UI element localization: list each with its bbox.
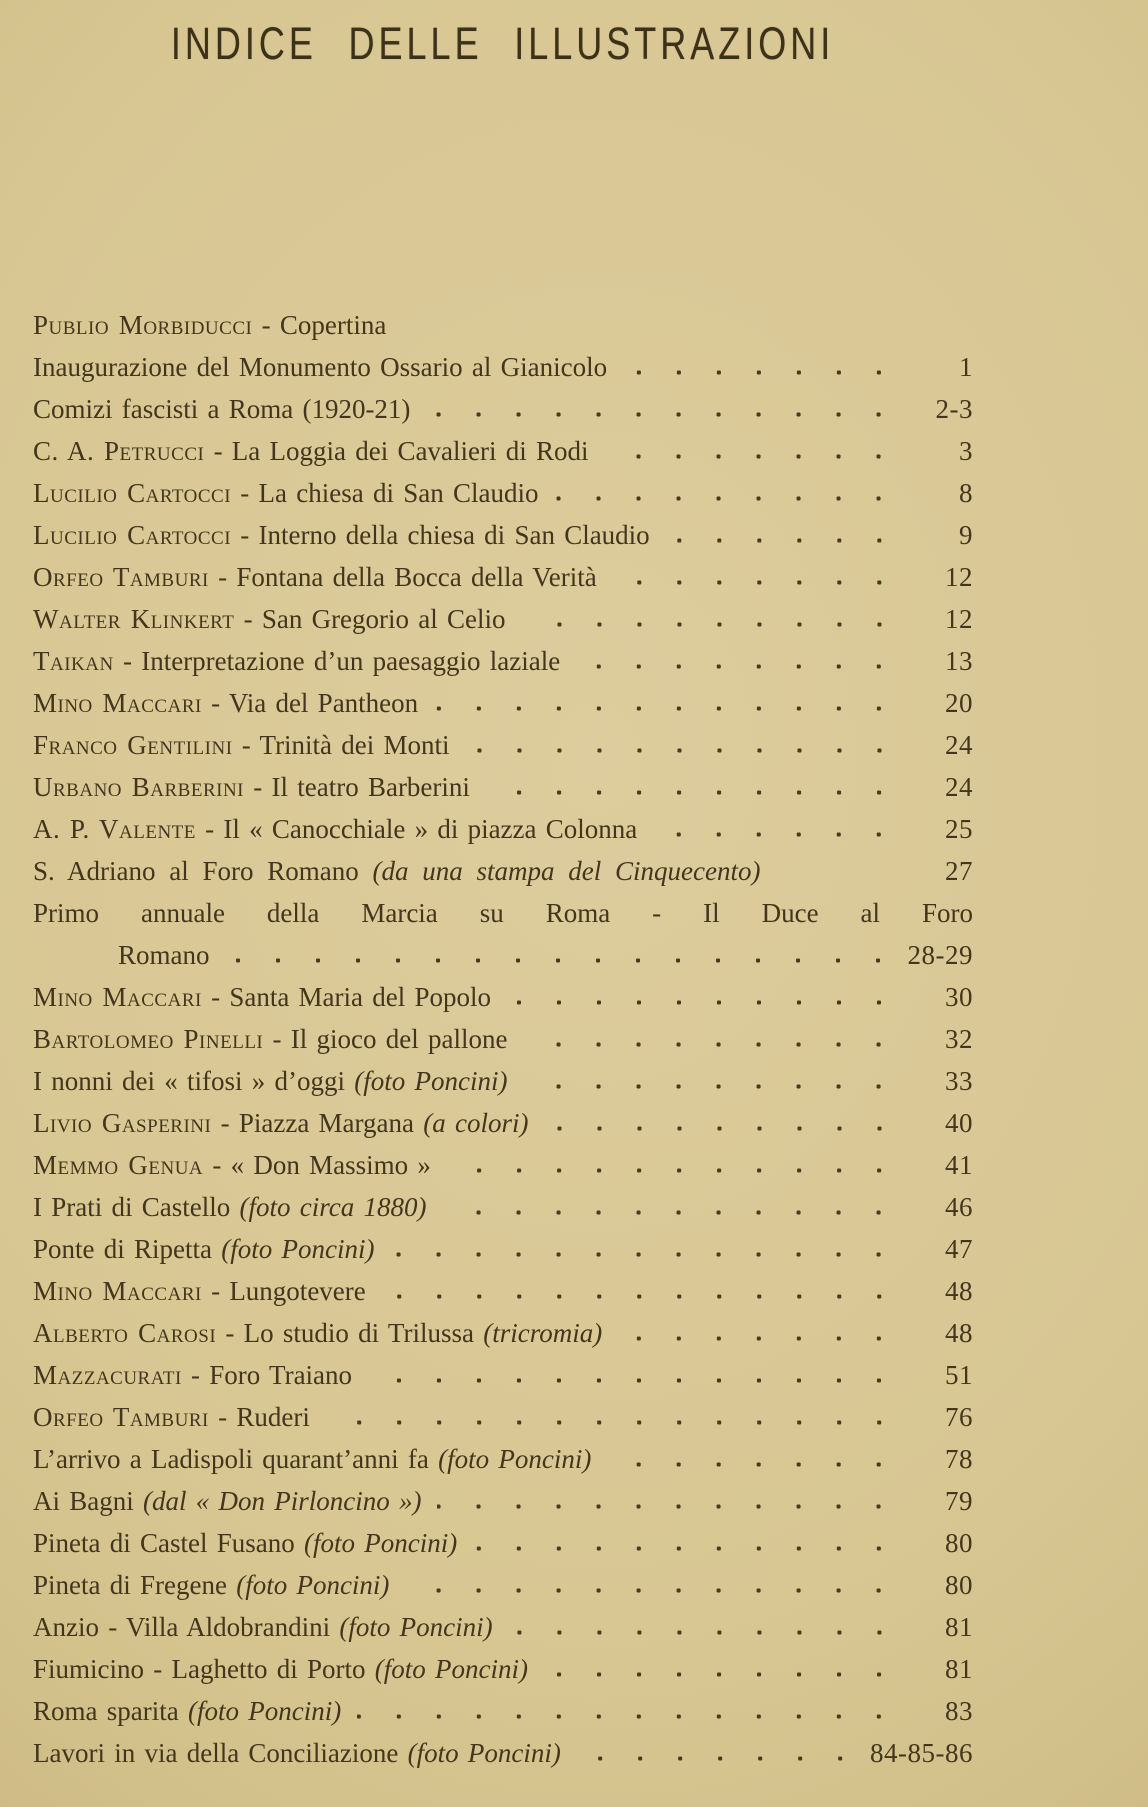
index-entry — [33, 1732, 973, 1774]
entry-text — [33, 1102, 529, 1144]
entry-segment-plain: L’arrivo a Ladispoli quarant’anni fa — [33, 1444, 439, 1474]
entry-segment-plain: Comizi fascisti a Roma (1920-21) — [33, 394, 411, 424]
entry-segment-plain: Pineta di Castel Fusano — [33, 1528, 304, 1558]
entry-segment-plain: - Santa Maria del Popolo — [201, 982, 492, 1012]
index-entry — [33, 1522, 973, 1564]
index-entry — [33, 682, 973, 724]
dot-leader — [576, 663, 899, 670]
entry-text — [33, 514, 650, 556]
index-entry — [33, 766, 973, 808]
index-entry — [33, 1564, 973, 1606]
index-entry — [33, 1438, 973, 1480]
dot-leader — [437, 1503, 899, 1510]
page-number: 9 — [959, 520, 973, 550]
index-entry — [33, 430, 973, 472]
entry-segment-plain: Roma sparita — [33, 1696, 188, 1726]
entry-segment-plain: - San Gregorio al Celio — [234, 604, 506, 634]
index-entry — [33, 640, 973, 682]
entry-text — [33, 388, 410, 430]
dot-leader — [653, 831, 899, 838]
page-number: 8 — [959, 478, 973, 508]
dot-leader — [447, 1167, 899, 1174]
dot-leader — [326, 1419, 899, 1426]
entry-segment-italic: (a colori) — [423, 1108, 529, 1138]
entry-text — [118, 934, 210, 976]
index-entry — [33, 472, 973, 514]
index-entry — [33, 304, 973, 346]
entry-text — [33, 724, 450, 766]
page-number: 25 — [945, 814, 973, 844]
entry-segment-italic: (tricromia) — [483, 1318, 603, 1348]
page-number: 81 — [945, 1654, 973, 1684]
dot-leader — [523, 1041, 899, 1048]
entry-segment-smallcaps: Orfeo Tamburi — [33, 562, 209, 592]
index-entry — [33, 934, 973, 976]
entry-segment-plain: - Foro Traiano — [181, 1360, 353, 1390]
entry-text — [33, 1018, 507, 1060]
entry-text — [33, 1144, 431, 1186]
page-number: 46 — [945, 1192, 973, 1222]
entry-segment-plain: Fiumicino - Laghetto di Porto — [33, 1654, 375, 1684]
page-number: 40 — [945, 1108, 973, 1138]
index-entry — [33, 1144, 973, 1186]
dot-leader — [523, 1083, 899, 1090]
index-entry — [33, 388, 973, 430]
dot-leader — [618, 1335, 899, 1342]
index-entry — [33, 346, 973, 388]
page-number: 20 — [945, 688, 973, 718]
page-number: 12 — [945, 562, 973, 592]
entry-segment-plain: - « Don Massimo » — [203, 1150, 431, 1180]
page-number: 81 — [945, 1612, 973, 1642]
entry-segment-plain: - Lungotevere — [201, 1276, 366, 1306]
entry-text — [33, 430, 588, 472]
page-number: 83 — [945, 1696, 973, 1726]
entry-text — [33, 892, 973, 934]
dot-leader — [426, 411, 899, 418]
dot-leader — [509, 1629, 899, 1636]
entry-segment-plain: Pineta di Fregene — [33, 1570, 237, 1600]
entry-text — [33, 1396, 310, 1438]
entry-text — [33, 766, 470, 808]
entry-segment-smallcaps: Alberto Carosi — [33, 1318, 217, 1348]
dot-leader — [466, 747, 899, 754]
dot-leader — [507, 999, 899, 1006]
entry-segment-smallcaps: Mino Maccari — [33, 982, 202, 1012]
entry-segment-plain: - Il teatro Barberini — [244, 772, 470, 802]
index-entry — [33, 556, 973, 598]
dot-leader — [613, 579, 899, 586]
entry-segment-italic: (foto Poncini) — [438, 1444, 592, 1474]
entry-text — [33, 1186, 426, 1228]
entry-text — [33, 1606, 493, 1648]
index-entry — [33, 1396, 973, 1438]
entry-segment-plain: Inaugurazione del Monumento Ossario al Gianicolo — [33, 352, 608, 382]
page-number: 41 — [945, 1150, 973, 1180]
dot-leader — [382, 1293, 899, 1300]
entry-text — [33, 976, 491, 1018]
page-number: 48 — [945, 1276, 973, 1306]
dot-leader — [554, 495, 899, 502]
index-entry — [33, 1186, 973, 1228]
entry-segment-smallcaps: Walter Klinkert — [33, 604, 235, 634]
page-number: 12 — [945, 604, 973, 634]
title-row — [33, 0, 973, 70]
entry-segment-smallcaps: Urbano Barberini — [33, 772, 244, 802]
page-number: 33 — [945, 1066, 973, 1096]
page-number: 47 — [945, 1234, 973, 1264]
index-entry — [33, 598, 973, 640]
page-number: 24 — [945, 772, 973, 802]
page-number: 76 — [945, 1402, 973, 1432]
dot-leader — [607, 1461, 899, 1468]
index-entry — [33, 514, 973, 556]
entry-segment-plain: - Interno della chiesa di San Claudio — [231, 520, 650, 550]
entry-text — [33, 304, 386, 346]
entry-text — [33, 346, 607, 388]
dot-leader — [442, 1209, 899, 1216]
entry-segment-plain: Ponte di Ripetta — [33, 1234, 222, 1264]
page-number: 30 — [945, 982, 973, 1012]
entry-segment-plain: Lavori in via della Conciliazione — [33, 1738, 408, 1768]
entry-segment-smallcaps: C. A. Petrucci — [33, 436, 205, 466]
index-entry — [33, 1690, 973, 1732]
entry-segment-smallcaps: A. P. Valente — [33, 814, 196, 844]
page-number: 48 — [945, 1318, 973, 1348]
entry-segment-smallcaps: Mazzacurati — [33, 1360, 182, 1390]
page-number: 32 — [945, 1024, 973, 1054]
index-entry — [33, 1270, 973, 1312]
page-number: 28-29 — [907, 940, 973, 970]
entry-text — [33, 1438, 591, 1480]
index-entry — [33, 892, 973, 934]
page-title: INDICE DELLE ILLUSTRAZIONI — [171, 18, 835, 69]
entry-text — [33, 640, 560, 682]
entry-segment-plain: Primo annuale della Marcia su Roma - Il Duce al Foro — [33, 898, 973, 928]
entry-text — [33, 682, 418, 724]
entry-segment-plain: I Prati di Castello — [33, 1192, 240, 1222]
entry-segment-plain: - Via del Pantheon — [201, 688, 419, 718]
entry-segment-smallcaps: Franco Gentilini — [33, 730, 233, 760]
entry-segment-italic: (foto circa 1880) — [239, 1192, 427, 1222]
entry-segment-plain: Romano — [118, 940, 210, 970]
entry-text — [33, 556, 597, 598]
entry-text — [33, 808, 637, 850]
index-entry — [33, 1312, 973, 1354]
entry-segment-italic: (foto Poncini) — [407, 1738, 561, 1768]
page-number: 1 — [959, 352, 973, 382]
entry-segment-plain: - Copertina — [252, 310, 387, 340]
index-entry — [33, 1480, 973, 1522]
index-entry — [33, 1018, 973, 1060]
entry-text — [33, 1690, 341, 1732]
dot-leader — [545, 1125, 899, 1132]
entry-text — [33, 1480, 421, 1522]
entry-segment-italic: (foto Poncini) — [374, 1654, 528, 1684]
dot-leader — [368, 1377, 899, 1384]
dot-leader — [486, 789, 899, 796]
entry-text — [33, 1648, 528, 1690]
entry-text — [33, 1060, 507, 1102]
page-number: 80 — [945, 1570, 973, 1600]
entry-segment-smallcaps: Lucilio Cartocci — [33, 478, 232, 508]
entry-segment-smallcaps: Orfeo Tamburi — [33, 1402, 209, 1432]
entry-segment-smallcaps: Livio Gasperini — [33, 1108, 212, 1138]
page-number: 51 — [945, 1360, 973, 1390]
dot-leader — [473, 1545, 899, 1552]
entry-segment-plain: S. Adriano al Foro Romano — [33, 856, 373, 886]
entry-segment-italic: (da una stampa del Cinquecento) — [372, 856, 761, 886]
entry-segment-smallcaps: Bartolomeo Pinelli — [33, 1024, 264, 1054]
index-entry — [33, 724, 973, 766]
entry-segment-plain: Anzio - Villa Aldobrandini — [33, 1612, 340, 1642]
entry-segment-plain: - Fontana della Bocca della Verità — [208, 562, 597, 592]
entry-segment-smallcaps: Lucilio Cartocci — [33, 520, 232, 550]
entry-segment-italic: (foto Poncini) — [339, 1612, 493, 1642]
index-entry — [33, 1102, 973, 1144]
dot-leader — [666, 537, 899, 544]
entry-segment-plain: I nonni dei « tifosi » d’oggi — [33, 1066, 355, 1096]
entry-text — [33, 850, 760, 892]
index-entry — [33, 1606, 973, 1648]
dot-leader — [577, 1755, 860, 1762]
entry-segment-plain: - Interpretazione d’un paesaggio laziale — [113, 646, 561, 676]
entry-text — [33, 1522, 457, 1564]
dot-leader — [623, 369, 899, 376]
entry-text — [33, 598, 506, 640]
entry-text — [33, 472, 538, 514]
entry-text — [33, 1732, 561, 1774]
page-number: 3 — [959, 436, 973, 466]
entry-text — [33, 1354, 352, 1396]
entry-segment-plain: - La chiesa di San Claudio — [231, 478, 539, 508]
page-number: 13 — [945, 646, 973, 676]
entry-text — [33, 1312, 602, 1354]
entry-segment-smallcaps: Memmo Genua — [33, 1150, 204, 1180]
entry-segment-smallcaps: Mino Maccari — [33, 1276, 202, 1306]
index-entry — [33, 850, 973, 892]
dot-leader — [604, 453, 899, 460]
entry-segment-italic: (foto Poncini) — [236, 1570, 390, 1600]
dot-leader — [522, 621, 899, 628]
book-page — [33, 0, 973, 1774]
entry-segment-italic: (dal « Don Pirloncino ») — [143, 1486, 422, 1516]
entry-segment-plain: - Trinità dei Monti — [232, 730, 450, 760]
entry-segment-plain: - Ruderi — [208, 1402, 310, 1432]
entry-segment-italic: (foto Poncini) — [303, 1528, 458, 1558]
page-number: 2-3 — [935, 394, 973, 424]
entry-segment-plain: Ai Bagni — [33, 1486, 143, 1516]
index-entry — [33, 808, 973, 850]
entry-text — [33, 1228, 374, 1270]
index-entry — [33, 1228, 973, 1270]
illustration-index-list — [33, 304, 973, 1774]
entry-segment-smallcaps: Publio Morbiducci — [33, 310, 253, 340]
entry-segment-plain: - Il « Canocchiale » di piazza Colonna — [195, 814, 638, 844]
entry-segment-italic: (foto Poncini) — [221, 1234, 375, 1264]
entry-segment-plain: - La Loggia dei Cavalieri di Rodi — [204, 436, 589, 466]
index-entry — [33, 976, 973, 1018]
page-number: 78 — [945, 1444, 973, 1474]
entry-text — [33, 1564, 389, 1606]
page-number: 80 — [945, 1528, 973, 1558]
entry-segment-plain: - Il gioco del pallone — [263, 1024, 508, 1054]
entry-segment-italic: (foto Poncini) — [187, 1696, 342, 1726]
index-entry — [33, 1648, 973, 1690]
dot-leader — [434, 705, 899, 712]
dot-leader — [357, 1713, 899, 1720]
dot-leader — [390, 1251, 899, 1258]
entry-segment-smallcaps: Taikan — [33, 646, 114, 676]
entry-text — [33, 1270, 366, 1312]
page-number: 24 — [945, 730, 973, 760]
page-number: 27 — [945, 856, 973, 886]
page-number: 79 — [945, 1486, 973, 1516]
index-entry — [33, 1060, 973, 1102]
entry-segment-italic: (foto Poncini) — [354, 1066, 508, 1096]
entry-segment-plain: - Lo studio di Trilussa — [216, 1318, 484, 1348]
page-number: 84-85-86 — [870, 1738, 973, 1768]
dot-leader — [226, 957, 898, 964]
entry-segment-plain: - Piazza Margana — [211, 1108, 424, 1138]
dot-leader — [544, 1671, 899, 1678]
dot-leader — [405, 1587, 899, 1594]
entry-segment-smallcaps: Mino Maccari — [33, 688, 202, 718]
index-entry — [33, 1354, 973, 1396]
